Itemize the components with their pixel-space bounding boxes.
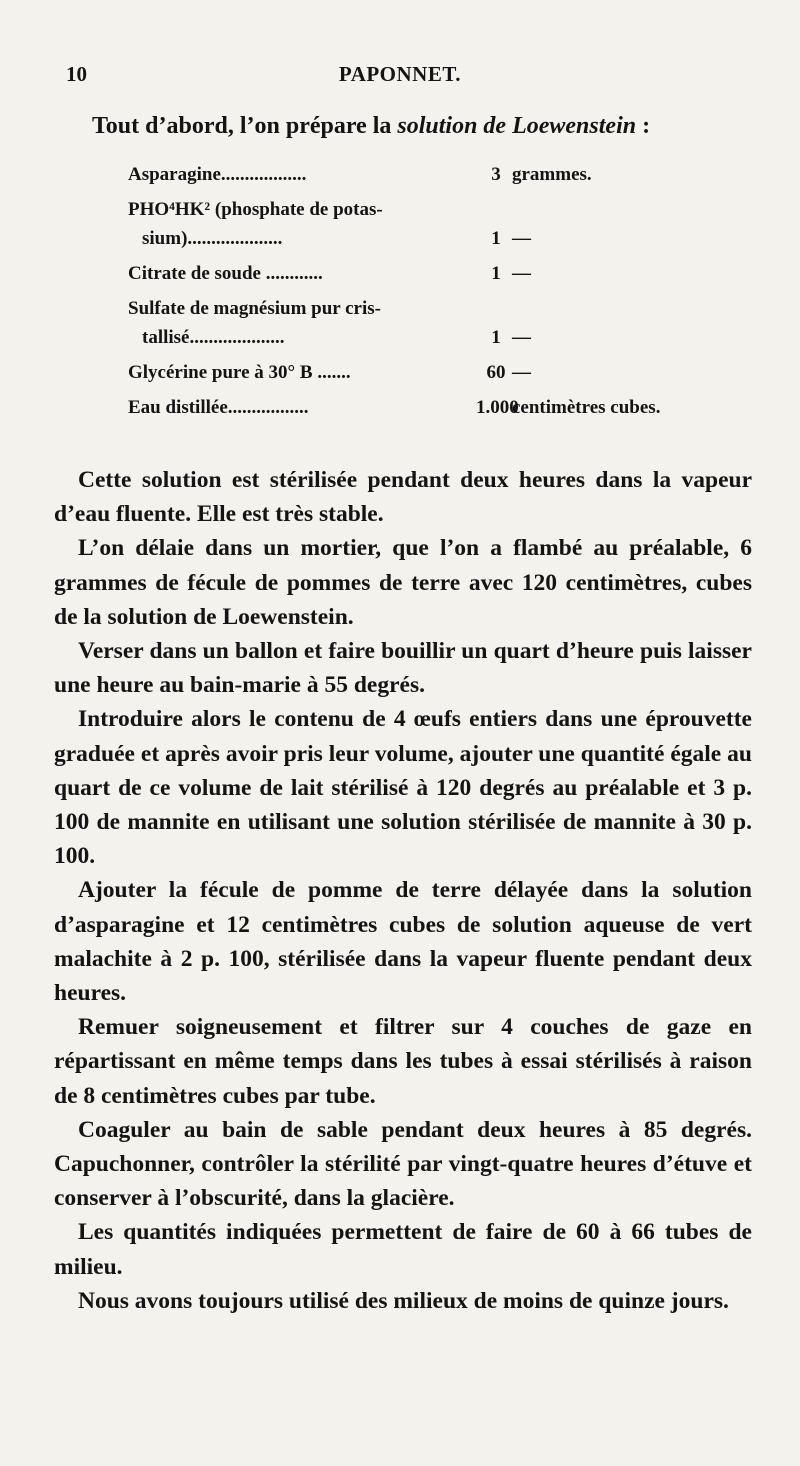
ingredient-name — [128, 160, 428, 189]
ingredient-name-line: Sulfate de magnésium pur cris- — [128, 298, 381, 319]
ingredient-name — [128, 393, 428, 422]
recipe-table — [128, 160, 728, 428]
ingredient-row — [128, 195, 728, 253]
paragraph: Ajouter la fécule de pomme de terre délayée dans la solution d’asparagine et 12 centimètres cubes de solution aqueuse de vert malachite à 2 p. 100, stérilisée dans la vapeur fluente pendant deux heures. — [54, 877, 752, 1007]
paragraph: Coaguler au bain de sable pendant deux heures à 85 degrés. Capuchonner, contrôler la stérilité par vingt-quatre heures d’étuve et conserver à l’obscurité, dans la glacière. — [54, 1116, 752, 1212]
ingredient-name — [128, 259, 428, 288]
ingredient-unit: — — [512, 362, 531, 383]
ingredient-name-line-2: tallisé.................... — [142, 327, 285, 348]
ingredient-row — [128, 294, 728, 352]
ingredient-name-line: Asparagine.................. — [128, 164, 307, 185]
ingredient-name-line: Glycérine pure à 30° B ....... — [128, 362, 351, 383]
ingredient-qty: 1 — [491, 327, 501, 348]
ingredient-qty: 60 — [486, 362, 506, 383]
ingredient-qty: 3 — [491, 164, 501, 185]
ingredient-row — [128, 160, 728, 189]
page-number: 10 — [66, 62, 87, 86]
ingredient-name-line: PHO⁴HK² (phosphate de potas- — [128, 199, 383, 220]
ingredient-name — [128, 294, 428, 352]
running-head — [0, 62, 800, 96]
paragraph: L’on délaie dans un mortier, que l’on a flambé au préalable, 6 grammes de fécule de pommes de terre avec 120 centimètres, cubes de la solution de Loewenstein. — [54, 535, 752, 630]
intro-italic-term: solution de Loewenstein — [397, 113, 637, 139]
ingredient-name-line: Citrate de soude ............ — [128, 263, 323, 284]
ingredient-unit: — — [512, 263, 531, 284]
ingredient-unit: centimètres cubes. — [512, 397, 661, 418]
intro-lead: Tout d’abord, l’on prépare la — [92, 113, 392, 139]
ingredient-qty: 1 — [491, 263, 501, 284]
ingredient-row — [128, 393, 728, 422]
intro-sentence — [92, 108, 752, 144]
ingredient-qty: 1.000 — [476, 397, 519, 418]
ingredient-unit: grammes. — [512, 164, 592, 185]
paragraph: Nous avons toujours utilisé des milieux de moins de quinze jours. — [78, 1287, 729, 1314]
paragraph: Remuer soigneusement et filtrer sur 4 couches de gaze en répartissant en même temps dans les tubes à essai stérilisés à raison de 8 centimètres cubes par tube. — [54, 1014, 752, 1109]
ingredient-name-line-2: sium).................... — [142, 228, 283, 249]
intro-colon: : — [642, 113, 651, 139]
ingredient-unit: — — [512, 228, 531, 249]
ingredient-qty: 1 — [491, 228, 501, 249]
body-text — [54, 463, 752, 1318]
paragraph: Cette solution est stérilisée pendant deux heures dans la vapeur d’eau fluente. Elle est très stable. — [54, 467, 752, 528]
paragraph: Introduire alors le contenu de 4 œufs entiers dans une éprouvette graduée et après avoir pris leur volume, ajouter une quantité égale au quart de ce volume de lait stérilisé à 120 degrés au préalable et 3 p. 100 de mannite en utilisant une solution stérilisée de mannite à 30 p. 100. — [54, 706, 752, 870]
ingredient-row — [128, 259, 728, 288]
ingredient-name-line: Eau distillée................. — [128, 397, 309, 418]
ingredient-name — [128, 195, 428, 253]
paragraph: Les quantités indiquées permettent de faire de 60 à 66 tubes de milieu. — [54, 1219, 752, 1280]
ingredient-name — [128, 358, 428, 387]
ingredient-unit: — — [512, 327, 531, 348]
running-title: PAPONNET. — [338, 62, 462, 86]
ingredient-row — [128, 358, 728, 387]
paragraph: Verser dans un ballon et faire bouillir un quart d’heure puis laisser une heure au bain-marie à 55 degrés. — [54, 638, 752, 699]
